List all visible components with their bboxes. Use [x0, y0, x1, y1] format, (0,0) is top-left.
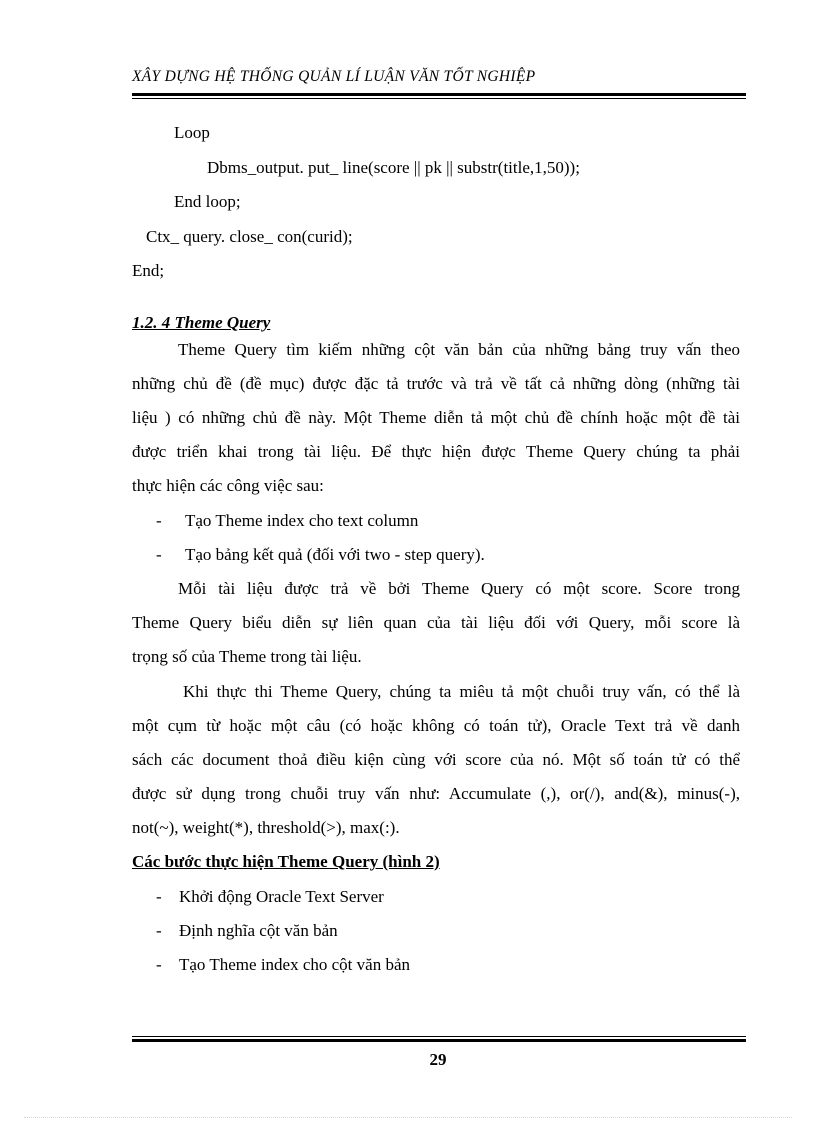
para1-line: những chủ đề (đề mục) được đặc tả trước và trả về tất cả những dòng (những tài: [132, 374, 740, 393]
para1-line: được triển khai trong tài liệu. Để thực hiện được Theme Query chúng ta phải: [132, 442, 740, 461]
code-line-output: Dbms_output. put_ line(score || pk || substr(title,1,50));: [207, 158, 580, 177]
para2-line: Mỗi tài liệu được trả về bởi Theme Query có một score. Score trong: [178, 579, 740, 598]
step-item: Khởi động Oracle Text Server: [179, 887, 384, 906]
para3-line: sách các document thoả điều kiện cùng với score của nó. Một số toán tử có thể: [132, 750, 740, 769]
list-marker: -: [156, 955, 162, 974]
list-marker: -: [156, 511, 162, 530]
code-line-close: Ctx_ query. close_ con(curid);: [146, 227, 353, 246]
steps-heading: Các bước thực hiện Theme Query (hình 2): [132, 852, 440, 871]
page-bottom-dotted-border: [24, 1117, 792, 1118]
para3-line: một cụm từ hoặc một câu (có hoặc không có toán tử), Oracle Text trả về danh: [132, 716, 740, 735]
code-line-loop: Loop: [174, 123, 210, 142]
step-item: Tạo Theme index cho cột văn bản: [179, 955, 410, 974]
page-number: 29: [429, 1050, 447, 1069]
footer-rule-thick: [132, 1039, 746, 1042]
header-rule-thin: [132, 98, 746, 99]
para3-line: Khi thực thi Theme Query, chúng ta miêu tả một chuỗi truy vấn, có thể là: [183, 682, 740, 701]
para1-line: liệu ) có những chủ đề này. Một Theme diễn tả một chủ đề chính hoặc một đề tài: [132, 408, 740, 427]
footer-rule-thin: [132, 1036, 746, 1037]
code-line-end: End;: [132, 261, 165, 280]
list-item: Tạo bảng kết quả (đối với two - step query).: [185, 545, 485, 564]
para3-line: được sử dụng trong chuỗi truy vấn như: Accumulate (,), or(/), and(&), minus(-),: [132, 784, 740, 803]
list-marker: -: [156, 921, 162, 940]
para2-line: Theme Query biểu diễn sự liên quan của tài liệu đối với Query, mỗi score là: [132, 613, 740, 632]
para2-line: trọng số của Theme trong tài liệu.: [132, 647, 362, 666]
running-header-title: XÂY DỰNG HỆ THỐNG QUẢN LÍ LUẬN VĂN TỐT NGHIỆP: [132, 68, 536, 85]
para1-line: Theme Query tìm kiếm những cột văn bản của những bảng truy vấn theo: [178, 340, 740, 359]
list-marker: -: [156, 545, 162, 564]
header-rule-thick: [132, 93, 746, 96]
list-item: Tạo Theme index cho text column: [185, 511, 419, 530]
code-line-endloop: End loop;: [174, 192, 241, 211]
step-item: Định nghĩa cột văn bản: [179, 921, 338, 940]
para1-line: thực hiện các công việc sau:: [132, 476, 324, 495]
section-heading: 1.2. 4 Theme Query: [132, 313, 271, 332]
list-marker: -: [156, 887, 162, 906]
para3-line: not(~), weight(*), threshold(>), max(:).: [132, 818, 400, 837]
